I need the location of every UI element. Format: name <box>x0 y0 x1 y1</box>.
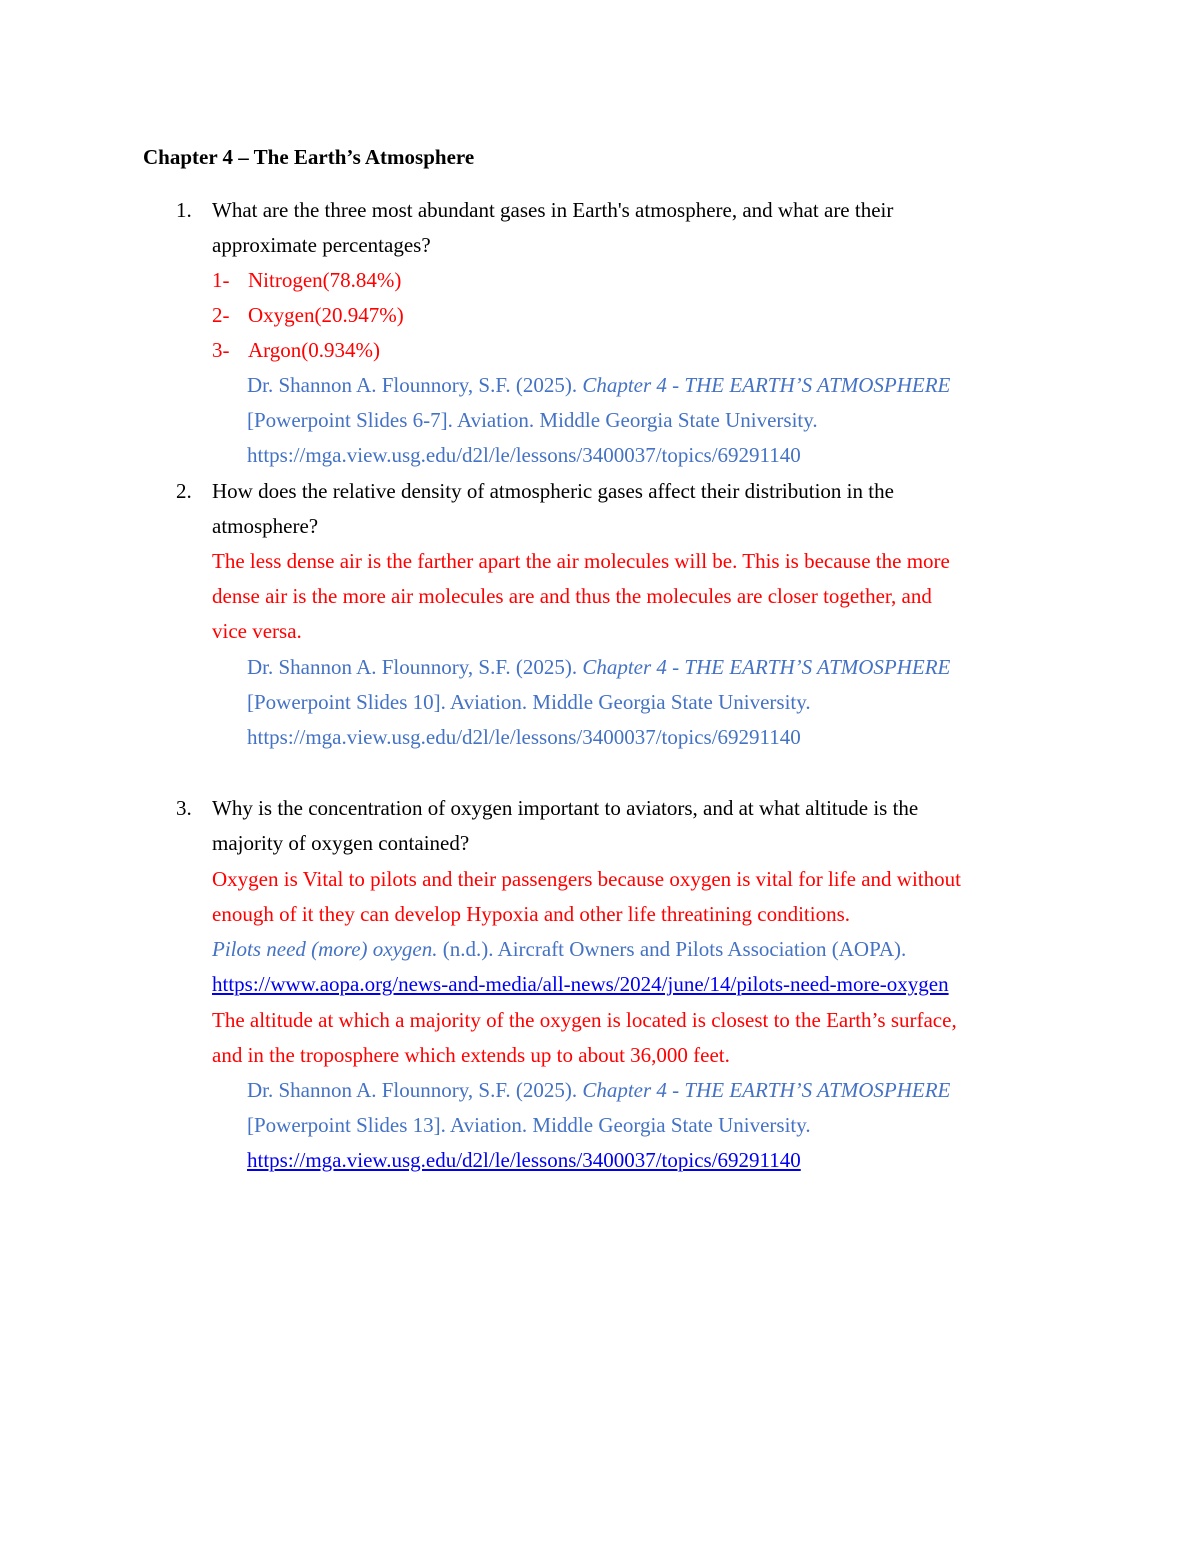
question-3-line-1: Why is the concentration of oxygen important to aviators, and at what altitude is the <box>212 796 919 820</box>
aopa-citation-rest: (n.d.). Aircraft Owners and Pilots Association (AOPA). <box>437 937 907 961</box>
question-1-line-1: What are the three most abundant gases in Earth's atmosphere, and what are their <box>212 198 894 222</box>
question-1-line-2: approximate percentages? <box>212 233 431 257</box>
q2-citation-url: https://mga.view.usg.edu/d2l/le/lessons/3400037/topics/69291140 <box>247 725 801 749</box>
answer-2-num: 2- <box>212 303 230 327</box>
q1-citation-line-1 <box>247 371 950 399</box>
q2-answer-line-1: The less dense air is the farther apart the air molecules will be. This is because the more <box>212 549 950 573</box>
q1-citation-url: https://mga.view.usg.edu/d2l/le/lessons/3400037/topics/69291140 <box>247 443 801 467</box>
answer-1-text: Nitrogen(78.84%) <box>248 268 402 292</box>
page-title: Chapter 4 – The Earth’s Atmosphere <box>143 145 475 169</box>
q3-citation-link[interactable]: https://mga.view.usg.edu/d2l/le/lessons/3400037/topics/69291140 <box>247 1148 801 1172</box>
q3-citation-line-1 <box>247 1076 950 1104</box>
citation-work: Chapter 4 - THE EARTH’S ATMOSPHERE <box>582 373 951 397</box>
answer-2-text: Oxygen(20.947%) <box>248 303 404 327</box>
q3-answer-2-line-2: and in the troposphere which extends up to about 36,000 feet. <box>212 1043 730 1067</box>
question-3-number: 3. <box>176 796 192 820</box>
question-2-number: 2. <box>176 479 192 503</box>
question-2-line-2: atmosphere? <box>212 514 319 538</box>
q3-answer-2-line-1: The altitude at which a majority of the oxygen is located is closest to the Earth’s surface, <box>212 1008 957 1032</box>
q2-citation-details: [Powerpoint Slides 10]. Aviation. Middle Georgia State University. <box>247 690 811 714</box>
question-3-line-2: majority of oxygen contained? <box>212 831 470 855</box>
citation-author: Dr. Shannon A. Flounnory, S.F. (2025). <box>247 655 578 679</box>
question-2-line-1: How does the relative density of atmospheric gases affect their distribution in the <box>212 479 894 503</box>
q2-answer-line-2: dense air is the more air molecules are and thus the molecules are closer together, and <box>212 584 932 608</box>
answer-3-num: 3- <box>212 338 230 362</box>
aopa-link[interactable]: https://www.aopa.org/news-and-media/all-news/2024/june/14/pilots-need-more-oxygen <box>212 972 949 996</box>
q2-citation-line-1 <box>247 653 950 681</box>
q3-answer-1-line-2: enough of it they can develop Hypoxia and other life threatining conditions. <box>212 902 850 926</box>
aopa-citation <box>212 935 906 963</box>
q3-answer-1-line-1: Oxygen is Vital to pilots and their passengers because oxygen is vital for life and without <box>212 867 961 891</box>
aopa-citation-title: Pilots need (more) oxygen. <box>212 937 438 961</box>
q1-citation-details: [Powerpoint Slides 6-7]. Aviation. Middle Georgia State University. <box>247 408 818 432</box>
citation-work: Chapter 4 - THE EARTH’S ATMOSPHERE <box>582 655 951 679</box>
answer-1-num: 1- <box>212 268 230 292</box>
q3-citation-details: [Powerpoint Slides 13]. Aviation. Middle Georgia State University. <box>247 1113 811 1137</box>
q2-answer-line-3: vice versa. <box>212 619 302 643</box>
citation-author: Dr. Shannon A. Flounnory, S.F. (2025). <box>247 1078 578 1102</box>
answer-3-text: Argon(0.934%) <box>248 338 381 362</box>
citation-author: Dr. Shannon A. Flounnory, S.F. (2025). <box>247 373 578 397</box>
citation-work: Chapter 4 - THE EARTH’S ATMOSPHERE <box>582 1078 951 1102</box>
question-1-number: 1. <box>176 198 192 222</box>
